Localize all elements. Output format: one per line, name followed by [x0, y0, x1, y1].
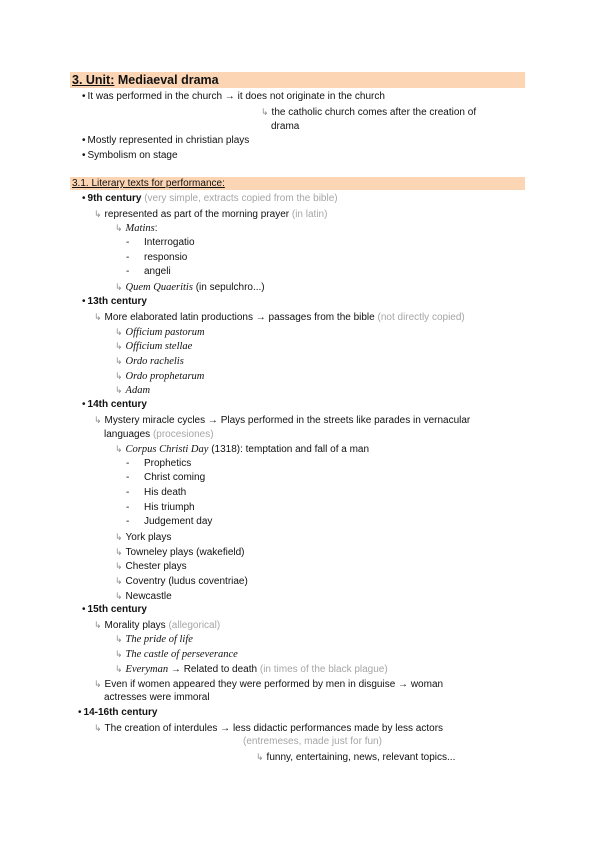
c14-item: ↳ Mystery miracle cycles → Plays performed in the streets like parades in vernacular — [94, 415, 471, 426]
c9-quem: ↳ Quem Quaeritis (in sepulchro...) — [115, 282, 265, 293]
c13-item: ↳ More elaborated latin productions → passages from the bible (not directly copied) — [94, 312, 465, 323]
c13-work: ↳ Adam — [115, 385, 151, 396]
c14-play: ↳ York plays — [115, 532, 172, 543]
c15-item: ↳ Morality plays (allegorical) — [94, 620, 221, 631]
unit-label: 3. Unit: — [72, 73, 115, 87]
c15-work: ↳ The castle of perseverance — [115, 649, 238, 660]
c9-part: - responsio — [126, 252, 188, 263]
c13-work: ↳ Ordo prophetarum — [115, 371, 205, 382]
c9-matins: ↳ Matins: — [115, 223, 158, 234]
c9-heading: • 9th century (very simple, extracts copied from the bible) — [82, 193, 338, 204]
c1416-note: (entremeses, made just for fun) — [243, 736, 382, 747]
page-title — [72, 72, 219, 88]
c14-part: - His triumph — [126, 502, 195, 513]
c1416-heading: • 14-16th century — [78, 707, 158, 718]
c14-part: - Prophetics — [126, 458, 192, 469]
intro-bullet-1: • It was performed in the church → it does not originate in the church — [82, 91, 385, 102]
c13-heading: • 13th century — [82, 296, 147, 307]
c9-part: - angeli — [126, 266, 171, 277]
c14-part: - Christ coming — [126, 472, 206, 483]
c14-corpus: ↳ Corpus Christi Day (1318): temptation and fall of a man — [115, 444, 370, 455]
intro-sub-1: ↳ the catholic church comes after the creation of — [261, 107, 477, 118]
c15-women: ↳ Even if women appeared they were performed by men in disguise → woman — [94, 679, 444, 690]
unit-name: Mediaeval drama — [117, 73, 219, 87]
c14-part: - His death — [126, 487, 187, 498]
c9-part: - Interrogatio — [126, 237, 195, 248]
c15-everyman: ↳ Everyman → Related to death (in times of the black plague) — [115, 664, 388, 675]
section-title: 3.1. Literary texts for performance: — [72, 178, 225, 189]
c15-heading: • 15th century — [82, 604, 147, 615]
c15-work: ↳ The pride of life — [115, 634, 193, 645]
c14-play: ↳ Towneley plays (wakefield) — [115, 547, 245, 558]
c1416-item: ↳ The creation of interdules → less didactic performances made by less actors — [94, 723, 444, 734]
c14-play: ↳ Coventry (ludus coventriae) — [115, 576, 248, 587]
c14-play: ↳ Newcastle — [115, 591, 172, 602]
intro-bullet-3: • Symbolism on stage — [82, 150, 178, 161]
intro-sub-2: drama — [271, 121, 300, 132]
c15-women-cont: actresses were immoral — [104, 692, 210, 703]
c13-work: ↳ Ordo rachelis — [115, 356, 184, 367]
c13-work: ↳ Officium pastorum — [115, 327, 205, 338]
c1416-sub: ↳ funny, entertaining, news, relevant topics... — [256, 752, 456, 763]
c13-work: ↳ Officium stellae — [115, 341, 193, 352]
intro-bullet-2: • Mostly represented in christian plays — [82, 135, 250, 146]
c14-part: - Judgement day — [126, 516, 213, 527]
c14-play: ↳ Chester plays — [115, 561, 187, 572]
c14-heading: • 14th century — [82, 399, 147, 410]
c14-item-cont: languages (procesiones) — [104, 429, 214, 440]
c9-item: ↳ represented as part of the morning prayer (in latin) — [94, 209, 328, 220]
